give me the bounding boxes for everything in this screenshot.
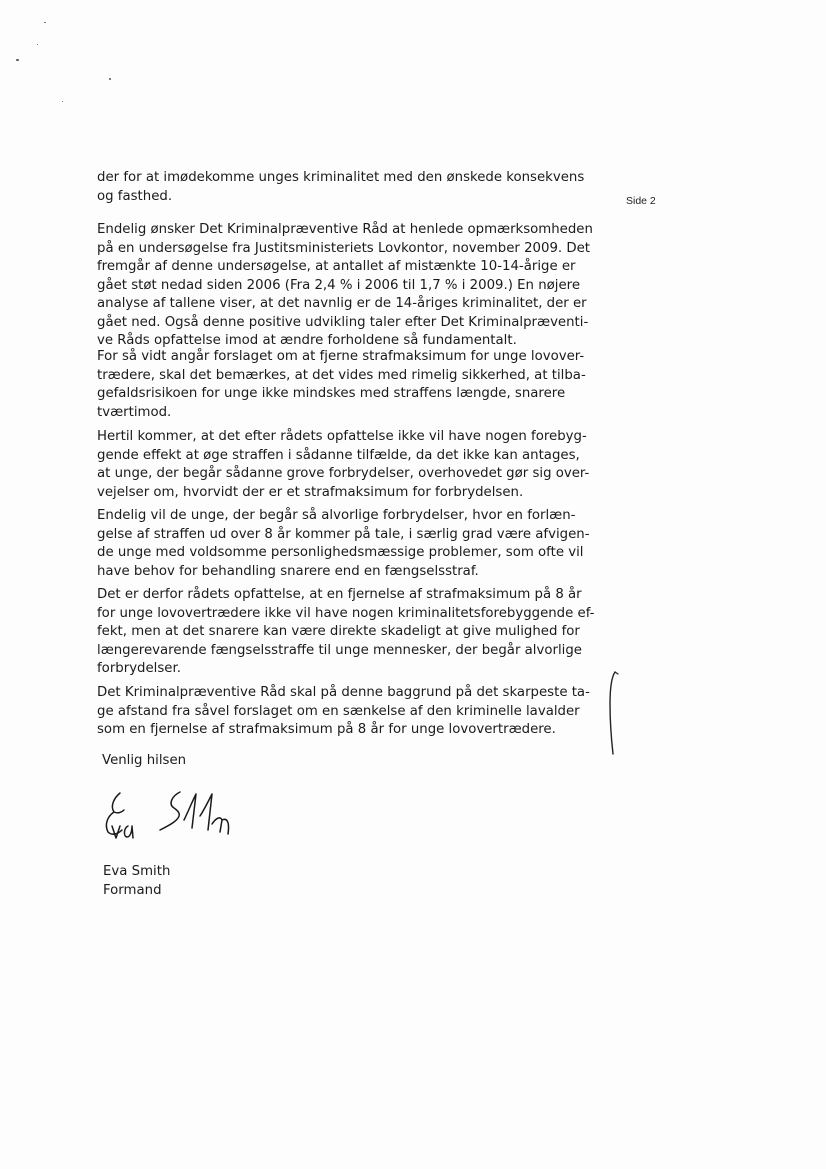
text-line: gelse af straffen ud over 8 år kommer på tale, i særlig grad være afvigen- [97, 526, 590, 542]
handwritten-signature [100, 790, 250, 846]
scan-speck [16, 59, 19, 61]
text-line: forbrydelser. [97, 661, 181, 676]
paragraph [97, 586, 622, 679]
paragraph [97, 169, 622, 206]
closing-text: Venlig hilsen [102, 753, 187, 768]
text-line: gået støt nedad siden 2006 (Fra 2,4 % i 2006 til 1,7 % i 2009.) En nøjere [97, 277, 580, 293]
text-line: de unge med voldsomme personlighedsmæssige problemer, som ofte vil [97, 545, 584, 560]
text-line: Det Kriminalpræventive Råd skal på denne baggrund på det skarpeste ta- [97, 685, 590, 700]
text-line: Det er derfor rådets opfattelse, at en fjernelse af strafmaksimum på 8 år [97, 587, 582, 602]
text-line: For så vidt angår forslaget om at fjerne strafmaksimum for unge lovover- [97, 349, 585, 364]
paragraph [97, 428, 622, 502]
signer-title: Formand [103, 883, 162, 898]
text-line: have behov for behandling snarere end en fængselsstraf. [97, 563, 479, 579]
text-line: ve Råds opfattelse imod at ændre forholdene så fundamentalt. [97, 333, 517, 348]
text-line: på en undersøgelse fra Justitsministeriets Lovkontor, november 2009. Det [97, 240, 590, 256]
text-line: længerevarende fængselsstraffe til unge mennesker, der begår alvorlige [97, 642, 582, 658]
text-line: Endelig vil de unge, der begår så alvorlige forbrydelser, hvor en forlæn- [97, 508, 576, 523]
paragraph [97, 507, 622, 581]
text-line: for unge lovovertrædere ikke vil have nogen kriminalitetsforebyggende ef- [97, 605, 595, 621]
paragraph [97, 348, 622, 422]
text-line: gefaldsrisikoen for unge ikke mindskes med straffens længde, snarere [97, 386, 566, 401]
text-line: at unge, der begår sådanne grove forbrydelser, overhovedet gør sig over- [97, 466, 590, 481]
text-line: Endelig ønsker Det Kriminalpræventive Råd at henlede opmærksomheden [97, 222, 593, 237]
paragraph [97, 221, 622, 351]
text-line: fremgår af denne undersøgelse, at antallet af mistænkte 10-14-årige er [97, 259, 576, 274]
paragraph [97, 684, 622, 740]
text-line: der for at imødekomme unges kriminalitet med den ønskede konsekvens [97, 170, 585, 185]
scan-speck [44, 22, 46, 23]
scan-speck [109, 78, 111, 80]
scan-speck [37, 44, 38, 45]
page-number: Side 2 [626, 195, 656, 207]
text-line: gende effekt at øge straffen i sådanne tilfælde, da det ikke kan antages, [97, 447, 580, 463]
text-line: ge afstand fra såvel forslaget om en sænkelse af den kriminelle lavalder [97, 703, 580, 719]
closing-block [102, 751, 186, 770]
text-line: fekt, men at det snarere kan være direkte skadeligt at give mulighed for [97, 624, 580, 639]
text-line: trædere, skal det bemærkes, at det vides med rimelig sikkerhed, at tilba- [97, 367, 586, 383]
text-line: gået ned. Også denne positive udvikling taler efter Det Kriminalpræventi- [97, 314, 589, 330]
text-line: Hertil kommer, at det efter rådets opfattelse ikke vil have nogen forebyg- [97, 429, 587, 444]
signer-name: Eva Smith [103, 864, 171, 879]
text-line: vejelser om, hvorvidt der er et strafmaksimum for forbrydelsen. [97, 484, 524, 500]
text-line: tværtimod. [97, 404, 172, 420]
text-line: analyse af tallene viser, at det navnlig er de 14-åriges kriminalitet, der er [97, 296, 587, 311]
scan-speck [62, 101, 63, 102]
margin-bracket-mark [606, 670, 620, 756]
signer-block [103, 862, 170, 900]
text-line: og fasthed. [97, 188, 173, 204]
text-line: som en fjernelse af strafmaksimum på 8 år for unge lovovertrædere. [97, 722, 556, 737]
